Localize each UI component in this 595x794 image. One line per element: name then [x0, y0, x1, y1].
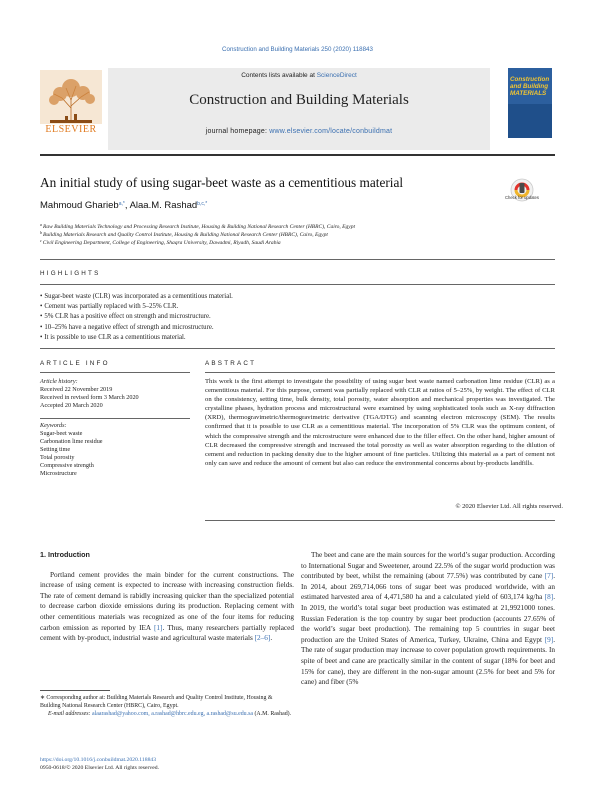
- citation-link[interactable]: [8]: [544, 593, 554, 602]
- citation-link[interactable]: [1]: [153, 623, 163, 632]
- page-footer: [40, 757, 159, 772]
- citation-link[interactable]: [2–6]: [254, 634, 271, 643]
- keyword: Sugar-beet waste: [40, 429, 83, 437]
- header-divider: [40, 259, 555, 260]
- journal-banner: [108, 68, 490, 150]
- paragraph-text: Portland cement provides the main binder for the current constructions. The increase of using cement is expected to increase with increasing construction fields. The rate of cement demand is rabidly increasing quicker than the specialized potential to decrease carbon dioxide emissions during its production. Replacing cement with other cementitious materials was recognized as one of the four items for reducing carbon emission as reported by IEA: [40, 570, 294, 632]
- corresponding-author-note: ∗ Corresponding author at: Building Materials Research and Quality Control Institute, Housing & Building National Research Center (HBRC), Cairo, Egypt.: [40, 695, 273, 709]
- journal-cover-image[interactable]: [508, 68, 552, 138]
- highlights-heading: HIGHLIGHTS: [40, 270, 101, 277]
- paragraph-text: The beet and cane are the main sources for the world’s sugar production. According to International Sugar and Sweetener, around 22.5% of the sugar world production was contributed by beet, whilst the remaining (about 77.5%) was contributed by cane: [301, 551, 555, 581]
- article-title: An initial study of using sugar-beet waste as a cementitious material: [40, 175, 404, 190]
- article-info: [40, 378, 190, 478]
- introduction-heading: 1. Introduction: [40, 550, 90, 559]
- paragraph-text: .: [270, 634, 273, 643]
- affiliation-text: Civil Engineering Department, College of Engineering, Shaqra University, Dawadmi, Riyadh, Saudi Arabia: [42, 240, 281, 246]
- journal-homepage: [108, 128, 490, 135]
- issn-line: 0950-0618/© 2020 Elsevier Ltd. All rights reserved.: [40, 764, 159, 771]
- cover-art: [508, 104, 552, 138]
- email-line: [40, 710, 294, 718]
- history-revised: Received in revised form 3 March 2020: [40, 394, 139, 401]
- highlight-item: • 5% CLR has a positive effect on strength and microstructure.: [40, 312, 233, 322]
- contents-prefix: Contents lists available at: [241, 72, 317, 79]
- homepage-link[interactable]: www.elsevier.com/locate/conbuildmat: [269, 128, 393, 135]
- history-accepted: Accepted 20 March 2020: [40, 402, 103, 409]
- author-name[interactable]: Alaa.M. Rashad: [129, 200, 198, 211]
- journal-title: Construction and Building Materials: [189, 92, 409, 108]
- sciencedirect-link[interactable]: ScienceDirect: [316, 72, 357, 79]
- introduction-paragraph: [40, 570, 294, 644]
- abstract-divider: [205, 372, 555, 373]
- footnotes: [40, 694, 294, 718]
- keyword: Total porosity: [40, 453, 75, 461]
- affiliation-marker: a: [40, 222, 42, 227]
- affiliation: [40, 230, 328, 238]
- paragraph-text: . The rate of sugar production may increase to cover population growth requirements. In spite of beet and cane are practically similar in the content of sugar (18% for beet and 15% for cane), they are different in the non-sugar amount (2.5% for beet and 5% for cane) and fiber (5%: [301, 635, 555, 687]
- keyword: Carbonation lime residue: [40, 437, 103, 445]
- affiliation: [40, 222, 355, 230]
- body-column-left: [40, 550, 294, 644]
- highlight-item: • Sugar-beet waste (CLR) was incorporated as a cementitious material.: [40, 292, 233, 302]
- journal-reference[interactable]: Construction and Building Materials 250 (2020) 118843: [222, 46, 373, 53]
- email-suffix: (A.M. Rashad).: [253, 711, 292, 717]
- history-received: Received 22 November 2019: [40, 386, 113, 393]
- history-heading: Article history:: [40, 378, 78, 385]
- keyword: Setting time: [40, 445, 71, 453]
- paragraph-text: . Thus, many researchers partially replaced cement with by-product, industrial waste and agricultural waste materials: [40, 623, 294, 643]
- cover-title: Construction and Building MATERIALS: [510, 76, 550, 97]
- highlight-item: • 10–25% have a negative effect of strength and microstructure.: [40, 323, 233, 333]
- affiliation-text: Building Materials Research and Quality Control Institute, Housing & Building National Research Center (HBRC), Cairo, Egypt: [43, 232, 328, 238]
- abstract-copyright: © 2020 Elsevier Ltd. All rights reserved.: [455, 503, 563, 510]
- affiliation-marker: b: [40, 230, 42, 235]
- keyword: Compressive strength: [40, 461, 94, 469]
- footnote-divider: [40, 690, 110, 691]
- highlights-list: [40, 292, 233, 343]
- section-divider: [40, 348, 555, 349]
- check-for-updates-label[interactable]: Check for updates: [505, 195, 539, 200]
- highlights-divider: [40, 284, 555, 285]
- email-links[interactable]: alaarashad@yahoo.com, a.rashad@hbrc.edu.eg, a.rashad@su.edu.sa: [91, 711, 253, 717]
- citation-link[interactable]: [7]: [544, 572, 554, 581]
- body-column-right: [301, 550, 555, 688]
- check-for-updates-icon[interactable]: [507, 177, 537, 207]
- publisher-wordmark: ELSEVIER: [45, 124, 97, 135]
- affiliation: [40, 238, 281, 246]
- abstract-heading: ABSTRACT: [205, 360, 257, 367]
- author-list: Mahmoud Gharieb$^{a,*}$, Alaa.M. Rashad$^{b,c,*}$: [40, 200, 208, 211]
- paragraph-text: . In 2014, about 269,714,066 tons of sugar beet was produced worldwide, with an estimated harvested area of 4,471,580 ha and a calculated yield of 603,174 kg/ha: [301, 572, 555, 602]
- author-affiliation-marker[interactable]: a,*: [118, 201, 125, 207]
- keywords-divider: [40, 418, 190, 419]
- author-affiliation-marker[interactable]: b,c,*: [197, 201, 208, 207]
- keyword: Microstructure: [40, 469, 77, 477]
- masthead: [40, 68, 555, 150]
- abstract-text: This work is the first attempt to investigate the possibility of using sugar beet waste named carbonation lime residue (CLR) as a cementitious material. For this purpose, cement was partially replaced with CLR at ratios of 5–25%, by weight. The effect of CLR on the consistency, setting time, bulk density, total porosity, water absorption and mechanical properties was investigated. The crystalline phases, hydration process and microstructural were examined by using sophisticated tools such as X-ray diffraction (XRD), thermogravimetric/thermogravimetric derivative (TGA/DTG) and scanning electron microscopy (SEM). The results confirmed that it is possible to use CLR as a cementitious material. The incorporation of 5% CLR was the optimum content, of which the compressive strength and the microstructure were enhanced due to the filler effect. On the other hand, higher amount of CLR decreased the compressive strength and increased the total porosity as well as water absorption regarding to the dilution of cement and reduction in packing density due to the higher amount of fine particles. Utilizing this material as a part of cement not only can save and reduce the amount of cement but also can reduce the environmental concerns about by-products landfills.: [205, 378, 555, 467]
- highlight-item: • Cement was partially replaced with 5–25% CLR.: [40, 302, 233, 312]
- keywords-heading: Keywords:: [40, 421, 67, 429]
- affiliation-text: Raw Building Materials Technology and Processing Research Institute, Housing & Building National Research Center (HBRC), Cairo, Egypt: [43, 224, 355, 230]
- affiliation-marker: c: [40, 238, 42, 243]
- author-name[interactable]: Mahmoud Gharieb: [40, 200, 119, 211]
- abstract-end-divider: [205, 520, 555, 521]
- highlight-item: • It is possible to use CLR as a cementitious material.: [40, 333, 233, 343]
- doi-link[interactable]: https://doi.org/10.1016/j.conbuildmat.2020.118843: [40, 757, 157, 763]
- homepage-prefix: journal homepage:: [205, 128, 270, 135]
- citation-link[interactable]: [9]: [544, 635, 554, 644]
- body-paragraph: [301, 550, 555, 688]
- article-info-divider: [40, 372, 190, 373]
- article-info-heading: ARTICLE INFO: [40, 360, 110, 367]
- masthead-divider: [40, 154, 555, 156]
- paragraph-text: . In 2019, the world’s total sugar beet production was estimated at 21,9921000 tones. Russian Federation is the top country by sugar beet production (accounts 27.65% of the world’s sugar beet production). The remaining top 5 countries in sugar beet production are the United States of America, Turkey, Ukraine, China and Egypt: [301, 593, 555, 644]
- contents-line: [108, 72, 490, 79]
- email-label: E-mail addresses:: [48, 711, 91, 717]
